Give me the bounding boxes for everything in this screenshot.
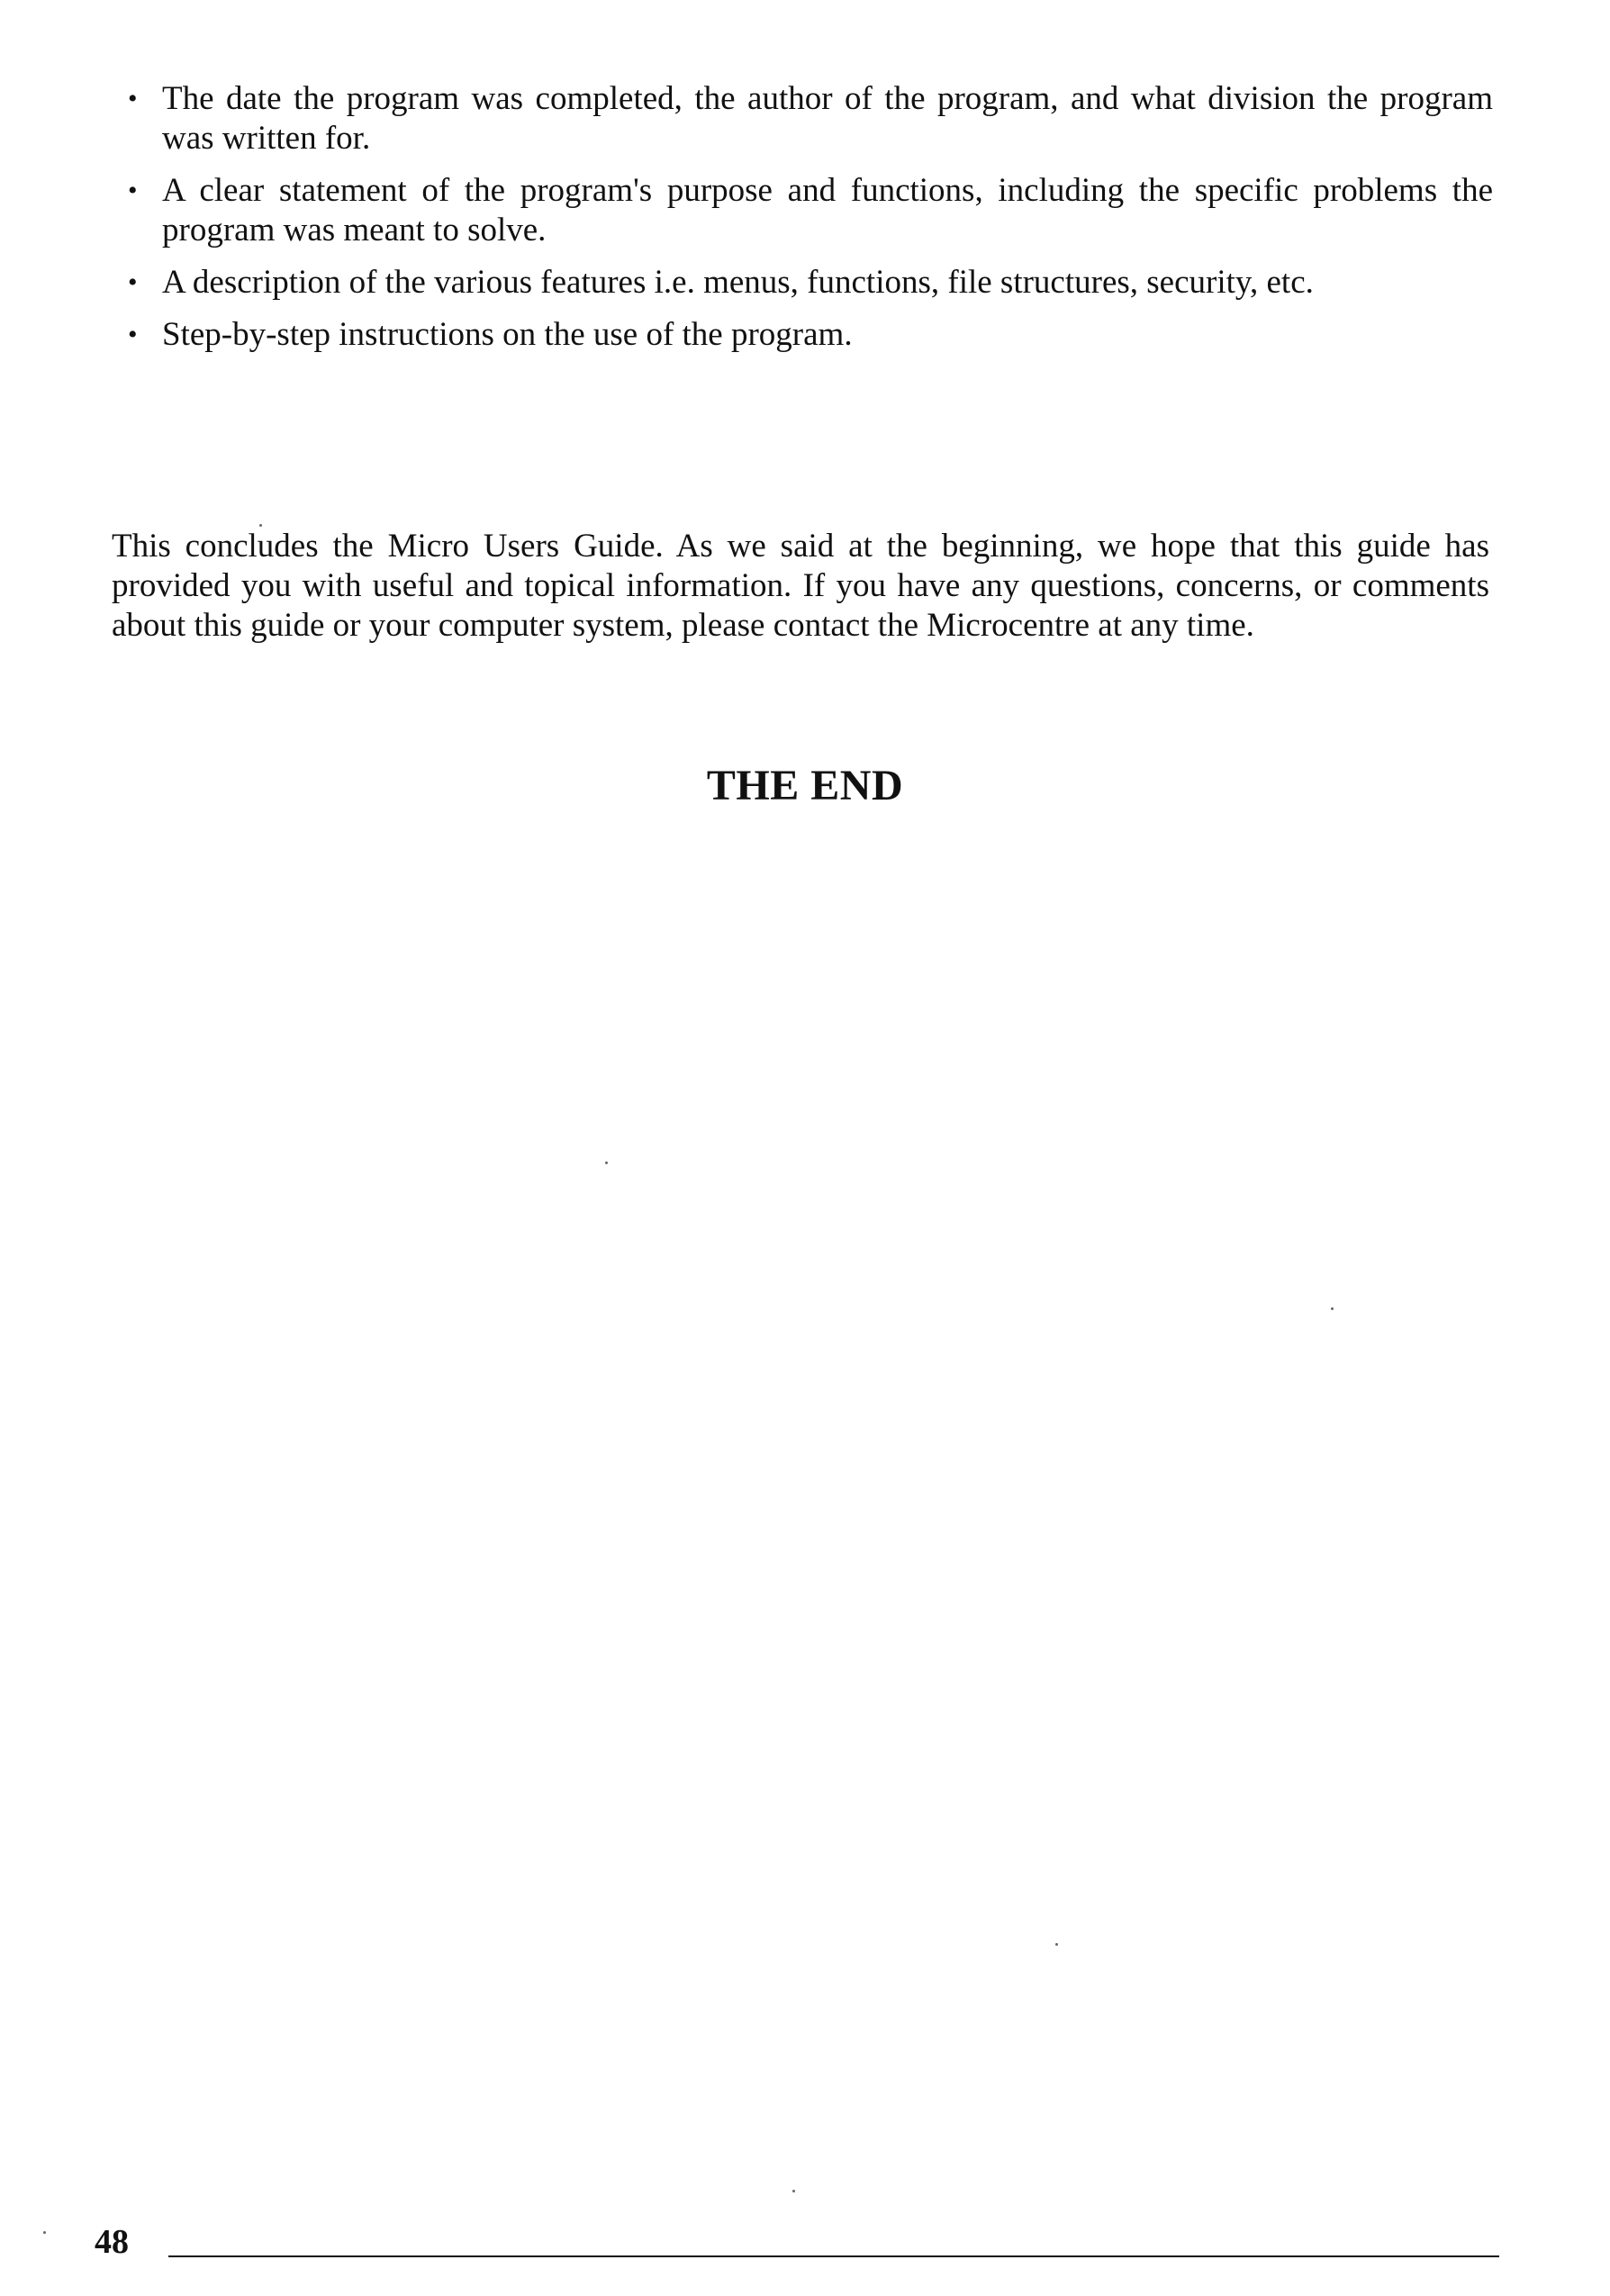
list-item-text: A description of the various features i.e. menus, functions, file structures, security, etc. (162, 264, 1314, 301)
list-item (124, 263, 1493, 303)
list-item (124, 171, 1493, 250)
bullet-icon: • (128, 320, 138, 349)
end-title: THE END (706, 762, 904, 809)
requirements-list (124, 79, 1493, 367)
scan-speck (1331, 1307, 1334, 1310)
scan-speck (605, 1162, 608, 1164)
list-item (124, 79, 1493, 158)
list-item-text: A clear statement of the program's purpose and functions, including the specific problems the program was meant to solve. (162, 172, 1493, 249)
page-number: 48 (95, 2223, 129, 2261)
bullet-icon: • (128, 84, 138, 113)
bullet-icon: • (128, 267, 138, 297)
closing-paragraph: This concludes the Micro Users Guide. As we said at the beginning, we hope that this guide has provided you with useful and topical information. If you have any questions, concerns, or comments about this guide or your computer system, please contact the Microcentre at any time. (112, 528, 1489, 644)
list-item-text: The date the program was completed, the author of the program, and what division the program was written for. (162, 80, 1493, 157)
scan-speck (792, 2190, 795, 2192)
bullet-icon: • (128, 176, 138, 205)
page-footer (95, 2219, 1499, 2264)
scan-speck (1055, 1943, 1058, 1946)
footer-rule (168, 2255, 1499, 2257)
list-item (124, 315, 1493, 355)
scan-speck (259, 524, 262, 527)
scan-speck (43, 2231, 46, 2234)
list-item-text: Step-by-step instructions on the use of the program. (162, 316, 853, 353)
